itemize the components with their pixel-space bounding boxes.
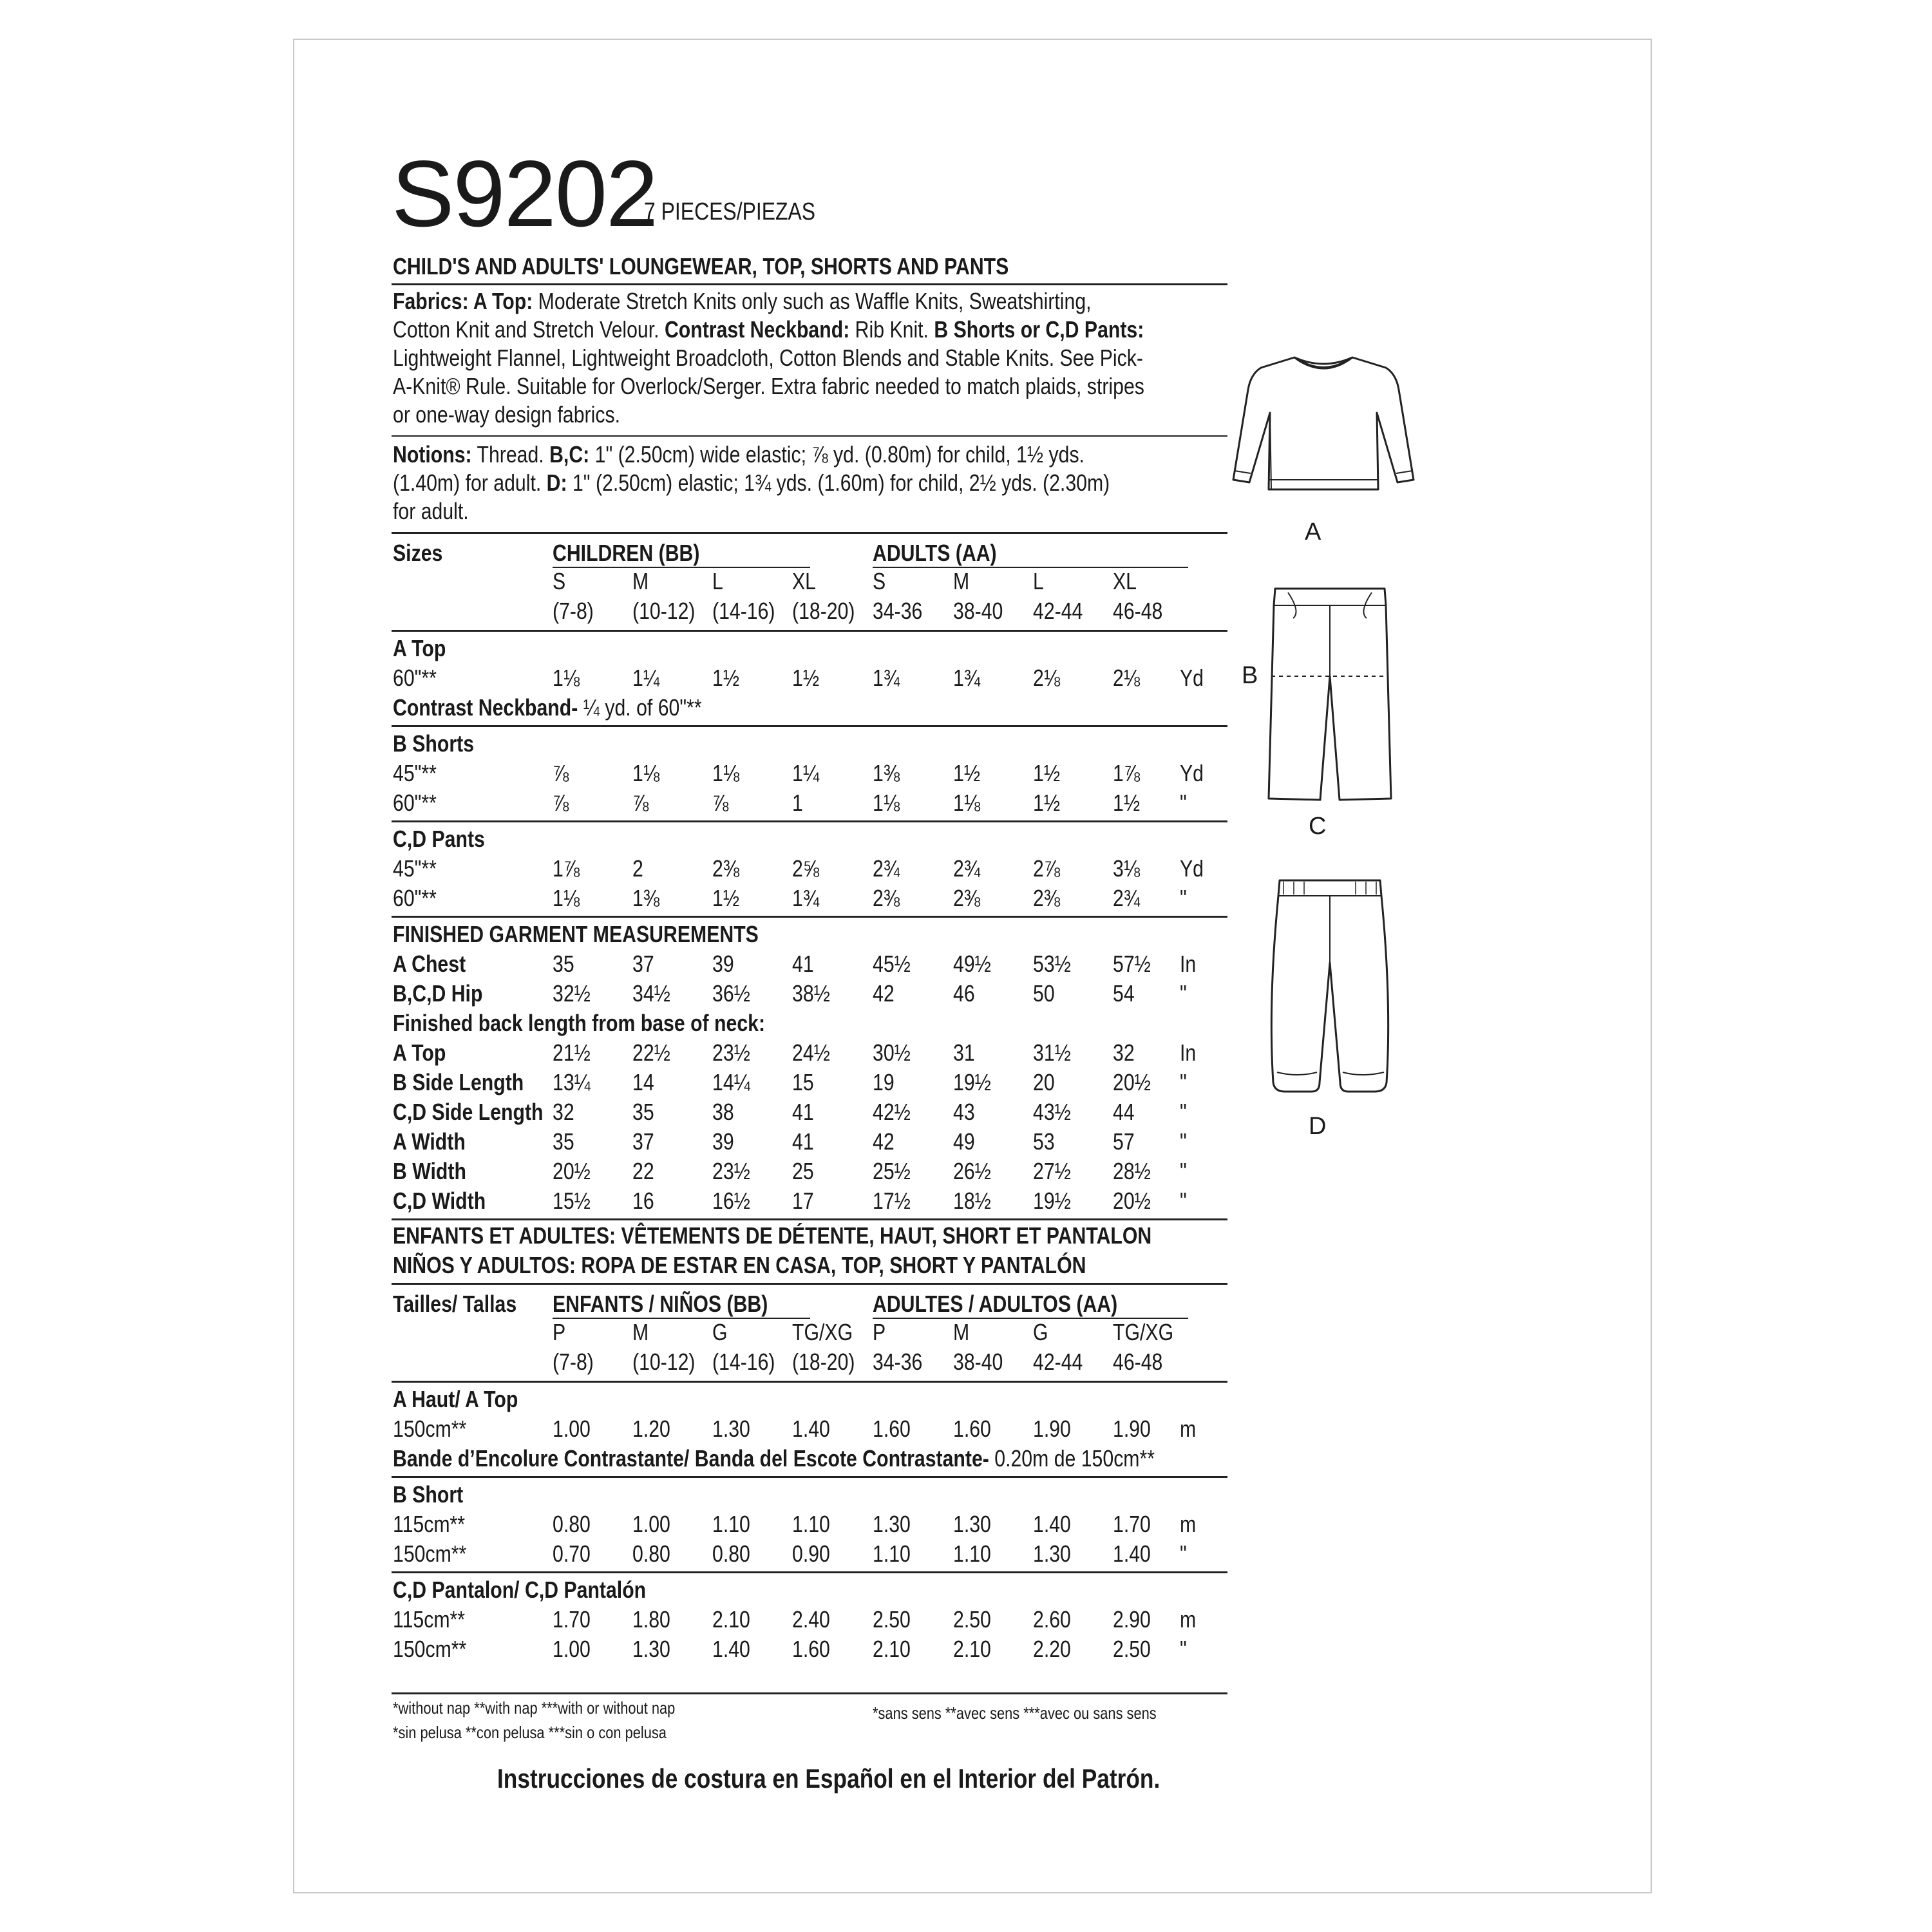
size-range: 34-36: [873, 1349, 923, 1375]
table-rule: [392, 630, 1227, 632]
text-line: [393, 344, 1287, 372]
measurement-row-value: 39: [712, 951, 734, 977]
metric-row-value: 1.40: [712, 1636, 750, 1662]
yardage-row-value: 1¾: [873, 665, 900, 691]
measurement-row-label: B Width: [393, 1158, 466, 1184]
size-code: S: [553, 568, 566, 594]
measurement-row-value: 22½: [632, 1039, 670, 1066]
size-range: (14-16): [712, 1349, 775, 1375]
yardage-row-value: ⅞: [553, 760, 569, 786]
table-rule: [392, 725, 1227, 727]
measurement-row-value: 20½: [1113, 1069, 1151, 1095]
size-range: 46-48: [1113, 1349, 1163, 1375]
measurement-row-value: 34½: [632, 980, 670, 1007]
metric-row-value: 2.50: [873, 1606, 911, 1633]
size-code: M: [953, 568, 970, 594]
metric-row-value: 1.30: [953, 1511, 991, 1537]
measurement-row-unit: In: [1180, 1039, 1197, 1066]
measurement-row-label: B,C,D Hip: [393, 980, 483, 1007]
measurement-row-value: 35: [632, 1099, 654, 1125]
adults-group-label: ADULTS (AA): [873, 540, 997, 566]
section-title: A Top: [393, 635, 446, 661]
yardage-row-value: 1⅛: [712, 760, 740, 786]
measurement-row-unit: ": [1180, 1158, 1187, 1184]
measurement-row-value: 46: [953, 980, 975, 1007]
size-code: M: [953, 1319, 970, 1345]
size-range: (14-16): [712, 598, 775, 624]
metric-row-value: 0.70: [553, 1540, 591, 1567]
measurement-row-value: 24½: [792, 1039, 830, 1066]
footnote-english: *without nap **with nap ***with or without nap: [393, 1698, 676, 1718]
yardage-row-value: 1⅜: [873, 760, 900, 786]
yardage-row-unit: Yd: [1180, 665, 1204, 691]
measurement-row-value: 50: [1033, 980, 1055, 1007]
measurement-row-value: 14¼: [712, 1069, 750, 1095]
measurement-row-label: C,D Width: [393, 1188, 486, 1214]
size-range: (7-8): [553, 1349, 594, 1375]
metric-row-unit: ": [1180, 1540, 1187, 1567]
size-code: XL: [1113, 568, 1137, 594]
measurement-row-value: 43: [953, 1099, 975, 1125]
table-rule: [392, 1476, 1227, 1478]
text-line: [393, 316, 1287, 344]
yardage-row-value: ⅞: [632, 790, 649, 816]
text-segment: Moderate Stretch Knits only such as Waffle Knits, Sweatshirting,: [533, 288, 1092, 314]
text-line: [393, 401, 1287, 429]
neckband-note: Contrast Neckband- ¼ yd. of 60"**: [393, 694, 702, 721]
metric-row-value: 1.60: [873, 1416, 911, 1442]
measurement-row-value: 23½: [712, 1158, 750, 1184]
spanish-instructions-note: Instrucciones de costura en Español en el Interior del Patrón.: [497, 1763, 1160, 1794]
size-code: L: [712, 568, 723, 594]
text-segment: Lightweight Flannel, Lightweight Broadcloth, Cotton Blends and Stable Knits. See Pick-: [393, 345, 1143, 371]
size-range: 34-36: [873, 598, 923, 624]
size-range: (18-20): [792, 1349, 855, 1375]
size-code: TG/XG: [792, 1319, 853, 1345]
measurement-row-value: 30½: [873, 1039, 911, 1066]
yardage-row-value: 1⅜: [632, 885, 660, 911]
metric-row-unit: m: [1180, 1511, 1197, 1537]
metric-row-value: 1.60: [953, 1416, 991, 1442]
measurement-row-value: 39: [712, 1128, 734, 1155]
measurement-row-value: 38½: [792, 980, 830, 1007]
group-underline: [553, 1318, 810, 1319]
finished-measurements-title: FINISHED GARMENT MEASUREMENTS: [393, 921, 759, 947]
measurement-row-value: 41: [792, 1128, 814, 1155]
measurement-row-unit: In: [1180, 951, 1197, 977]
measurement-row-value: 49½: [953, 951, 991, 977]
measurement-row-value: 20½: [1113, 1188, 1151, 1214]
text-line: [393, 497, 1246, 526]
section-title: C,D Pants: [393, 826, 485, 852]
yardage-row-label: 60"**: [393, 790, 437, 816]
text-segment: 1" (2.50cm) elastic; 1¾ yds. (1.60m) for child, 2½ yds. (2.30m): [567, 469, 1110, 496]
yardage-row-value: ⅞: [712, 790, 729, 816]
measurement-row-value: 15: [792, 1069, 814, 1095]
measurement-row-value: 25: [792, 1158, 814, 1184]
text-segment: Rib Knit.: [849, 316, 934, 343]
metric-row-value: 2.50: [953, 1606, 991, 1633]
size-code: M: [632, 568, 649, 594]
text-line: [393, 287, 1287, 316]
measurement-row-value: 14: [632, 1069, 654, 1095]
yardage-row-unit: ": [1180, 885, 1187, 911]
size-range: (7-8): [553, 598, 594, 624]
sizes-label: Sizes: [393, 540, 443, 566]
yardage-row-value: ⅞: [553, 790, 569, 816]
size-code: M: [632, 1319, 649, 1345]
yardage-row-value: 1¾: [792, 885, 820, 911]
text-segment: A-Knit® Rule. Suitable for Overlock/Serger. Extra fabric needed to match plaids, stripes: [393, 373, 1144, 399]
measurement-row-value: 57: [1113, 1128, 1135, 1155]
text-segment: Notions:: [393, 441, 472, 468]
metric-row-label: 115cm**: [393, 1511, 466, 1537]
metric-row-value: 1.30: [632, 1636, 670, 1662]
children-group-label: ENFANTS / NIÑOS (BB): [553, 1291, 768, 1317]
yardage-row-value: 2⅞: [1033, 855, 1061, 882]
measurement-row-value: 57½: [1113, 951, 1151, 977]
yardage-row-value: 1⅞: [1113, 760, 1141, 786]
yardage-row-unit: Yd: [1180, 760, 1204, 786]
metric-row-value: 1.80: [632, 1606, 670, 1633]
label-d: D: [1309, 1113, 1327, 1140]
yardage-row-value: 1⅛: [553, 665, 580, 691]
metric-row-value: 2.10: [873, 1636, 911, 1662]
measurement-row-value: 26½: [953, 1158, 991, 1184]
metric-row-value: 1.70: [1113, 1511, 1151, 1537]
metric-row-value: 1.90: [1033, 1416, 1071, 1442]
measurement-row-value: 42: [873, 980, 895, 1007]
text-segment: Fabrics: A Top:: [393, 288, 533, 314]
measurement-row-label: A Chest: [393, 951, 466, 977]
metric-row-value: 2.10: [953, 1636, 991, 1662]
back-length-label: Finished back length from base of neck:: [393, 1010, 766, 1036]
table-rule: [392, 1571, 1227, 1573]
measurement-row-value: 54: [1113, 980, 1135, 1007]
measurement-row-value: 32: [1113, 1039, 1135, 1066]
yardage-row-unit: Yd: [1180, 855, 1204, 882]
measurement-row-value: 37: [632, 951, 654, 977]
table-rule: [392, 1218, 1227, 1220]
size-range: (10-12): [632, 1349, 696, 1375]
size-range: (18-20): [792, 598, 855, 624]
metric-row-value: 0.80: [632, 1540, 670, 1567]
metric-row-label: 150cm**: [393, 1416, 467, 1442]
measurement-row-value: 19½: [1033, 1188, 1071, 1214]
measurement-row-value: 31½: [1033, 1039, 1071, 1066]
yardage-row-value: 2⅛: [1033, 665, 1061, 691]
size-range: 42-44: [1033, 598, 1083, 624]
size-code: L: [1033, 568, 1044, 594]
yardage-row-value: 2⅜: [873, 885, 900, 911]
top-a-illustration: [1217, 351, 1430, 502]
section-title: B Short: [393, 1481, 464, 1508]
metric-row-value: 0.90: [792, 1540, 830, 1567]
measurement-row-value: 20½: [553, 1158, 591, 1184]
metric-row-value: 1.70: [553, 1606, 591, 1633]
metric-row-value: 1.60: [792, 1636, 830, 1662]
measurement-row-value: 43½: [1033, 1099, 1071, 1125]
yardage-row-value: 2⅛: [1113, 665, 1141, 691]
measurement-row-unit: ": [1180, 1128, 1187, 1155]
metric-row-value: 1.10: [792, 1511, 830, 1537]
yardage-row-label: 60"**: [393, 665, 437, 691]
footnote-spanish: *sin pelusa **con pelusa ***sin o con pelusa: [393, 1723, 667, 1742]
size-code: P: [553, 1319, 566, 1345]
fabrics-rule: [392, 435, 1227, 437]
metric-row-value: 1.40: [1033, 1511, 1071, 1537]
metric-row-value: 1.10: [873, 1540, 911, 1567]
text-segment: Contrast Neckband:: [664, 316, 850, 343]
size-code: S: [873, 568, 886, 594]
table-rule: [392, 916, 1227, 918]
text-line: [393, 372, 1287, 401]
measurement-row-value: 41: [792, 1099, 814, 1125]
text-segment: (1.40m) for adult.: [393, 469, 547, 496]
measurement-row-value: 41: [792, 951, 814, 977]
metric-row-value: 2.10: [712, 1606, 750, 1633]
measurement-row-value: 25½: [873, 1158, 911, 1184]
metric-row-value: 1.00: [632, 1511, 670, 1537]
text-segment: for adult.: [393, 498, 469, 524]
measurement-row-unit: ": [1180, 980, 1187, 1007]
measurement-row-value: 27½: [1033, 1158, 1071, 1184]
label-b: B: [1242, 662, 1258, 689]
table-rule: [392, 1381, 1227, 1383]
yardage-row-value: 1½: [712, 665, 740, 691]
metric-row-value: 1.00: [553, 1416, 591, 1442]
measurement-row-value: 15½: [553, 1188, 591, 1214]
measurement-row-value: 35: [553, 1128, 574, 1155]
measurement-row-value: 49: [953, 1128, 975, 1155]
notions-rule: [392, 532, 1227, 534]
section-title: A Haut/ A Top: [393, 1386, 518, 1412]
measurement-row-value: 22: [632, 1158, 654, 1184]
text-segment: 1" (2.50cm) wide elastic; ⅞ yd. (0.80m) for child, 1½ yds.: [589, 441, 1084, 468]
measurement-row-value: 32: [553, 1099, 574, 1125]
measurement-row-unit: ": [1180, 1188, 1187, 1214]
metric-row-value: 1.10: [712, 1511, 750, 1537]
yardage-row-value: 1½: [953, 760, 981, 786]
measurement-row-unit: ": [1180, 1099, 1187, 1125]
measurement-row-value: 53½: [1033, 951, 1071, 977]
pattern-title: CHILD'S AND ADULTS' LOUNGEWEAR, TOP, SHORTS AND PANTS: [393, 253, 1009, 279]
measurement-row-value: 31: [953, 1039, 975, 1066]
size-range: 42-44: [1033, 1349, 1083, 1375]
metric-row-unit: ": [1180, 1636, 1187, 1662]
measurement-row-value: 32½: [553, 980, 591, 1007]
measurement-row-value: 44: [1113, 1099, 1135, 1125]
label-c: C: [1309, 813, 1327, 840]
text-segment: B Shorts or C,D Pants:: [934, 316, 1144, 343]
metric-row-value: 2.60: [1033, 1606, 1071, 1633]
metric-row-label: 150cm**: [393, 1540, 467, 1567]
yardage-row-value: 1½: [792, 665, 820, 691]
measurement-row-value: 17: [792, 1188, 814, 1214]
yardage-row-value: 1⅛: [953, 790, 981, 816]
yardage-row-value: 2: [632, 855, 643, 882]
yardage-row-value: 1½: [1113, 790, 1141, 816]
metric-row-value: 0.80: [712, 1540, 750, 1567]
measurement-row-value: 16: [632, 1188, 654, 1214]
sizes-label: Tailles/ Tallas: [393, 1291, 517, 1317]
text-segment: Thread.: [471, 441, 550, 468]
measurement-row-value: 35: [553, 951, 574, 977]
yardage-row-value: 1½: [712, 885, 740, 911]
yardage-row-value: 1½: [1033, 760, 1061, 786]
measurement-row-unit: ": [1180, 1069, 1187, 1095]
metric-row-value: 2.50: [1113, 1636, 1151, 1662]
group-underline: [553, 567, 810, 568]
measurement-row-value: 42: [873, 1128, 895, 1155]
yardage-row-value: 2⅜: [1033, 885, 1061, 911]
footnote-rule: [392, 1692, 1227, 1694]
measurement-row-value: 20: [1033, 1069, 1055, 1095]
metric-row-value: 1.00: [553, 1636, 591, 1662]
text-line: [393, 440, 1246, 469]
section-title: C,D Pantalon/ C,D Pantalón: [393, 1577, 647, 1603]
french-title: ENFANTS ET ADULTES: VÊTEMENTS DE DÉTENTE, HAUT, SHORT ET PANTALON: [393, 1222, 1152, 1249]
neckband-note: Bande d’Encolure Contrastante/ Banda del Escote Contrastante- 0.20m de 150cm**: [393, 1445, 1155, 1472]
yardage-row-value: 2⅜: [712, 855, 740, 882]
pattern-number: S9202: [392, 141, 658, 246]
notions-text: [393, 440, 1246, 526]
size-code: G: [1033, 1319, 1048, 1345]
metric-row-value: 2.20: [1033, 1636, 1071, 1662]
measurement-row-value: 42½: [873, 1099, 911, 1125]
size-code: XL: [792, 568, 816, 594]
yardage-row-value: 3⅛: [1113, 855, 1141, 882]
yardage-row-value: 1½: [1033, 790, 1061, 816]
text-segment: Cotton Knit and Stretch Velour.: [393, 316, 665, 343]
metric-row-unit: m: [1180, 1606, 1197, 1633]
metric-row-value: 1.30: [873, 1511, 911, 1537]
yardage-row-value: 1¼: [632, 665, 660, 691]
size-code: G: [712, 1319, 728, 1345]
measurement-row-value: 18½: [953, 1188, 991, 1214]
metric-row-unit: m: [1180, 1416, 1197, 1442]
measurement-row-value: 53: [1033, 1128, 1055, 1155]
measurement-row-value: 13¼: [553, 1069, 591, 1095]
size-range: 38-40: [953, 598, 1003, 624]
measurement-row-value: 16½: [712, 1188, 750, 1214]
size-range: 46-48: [1113, 598, 1163, 624]
text-segment: or one-way design fabrics.: [393, 401, 620, 428]
label-a: A: [1305, 518, 1321, 545]
metric-row-label: 150cm**: [393, 1636, 467, 1662]
measurement-row-label: C,D Side Length: [393, 1099, 544, 1125]
adults-group-label: ADULTES / ADULTOS (AA): [873, 1291, 1118, 1317]
yardage-row-value: 1⅛: [632, 760, 660, 786]
metric-row-label: 115cm**: [393, 1606, 466, 1633]
yardage-row-label: 60"**: [393, 885, 437, 911]
footnote-french: *sans sens **avec sens ***avec ou sans sens: [873, 1703, 1157, 1723]
title-rule: [392, 283, 1227, 285]
yardage-row-value: 1¾: [953, 665, 981, 691]
spanish-title: NIÑOS Y ADULTOS: ROPA DE ESTAR EN CASA, TOP, SHORT Y PANTALÓN: [393, 1252, 1086, 1278]
pants-d-illustration: [1265, 873, 1394, 1104]
yardage-row-value: 1: [792, 790, 803, 816]
yardage-row-unit: ": [1180, 790, 1187, 816]
yardage-row-value: 2⅜: [953, 885, 981, 911]
measurement-row-label: A Width: [393, 1128, 466, 1155]
children-group-label: CHILDREN (BB): [553, 540, 700, 566]
metric-row-value: 0.80: [553, 1511, 591, 1537]
yardage-row-value: 1⅞: [553, 855, 580, 882]
metric-row-value: 1.90: [1113, 1416, 1151, 1442]
translation-rule: [392, 1283, 1227, 1285]
size-range: (10-12): [632, 598, 696, 624]
measurement-row-label: B Side Length: [393, 1069, 524, 1095]
metric-row-value: 2.90: [1113, 1606, 1151, 1633]
size-code: TG/XG: [1113, 1319, 1174, 1345]
measurement-row-value: 19½: [953, 1069, 991, 1095]
fabrics-text: [393, 287, 1287, 429]
measurement-row-value: 21½: [553, 1039, 591, 1066]
yardage-row-value: 1¼: [792, 760, 820, 786]
pieces-count: 7 PIECES/PIEZAS: [644, 198, 816, 225]
yardage-row-value: 2¾: [1113, 885, 1141, 911]
section-title: B Shorts: [393, 730, 475, 757]
measurement-row-value: 37: [632, 1128, 654, 1155]
measurement-row-value: 38: [712, 1099, 734, 1125]
size-range: 38-40: [953, 1349, 1003, 1375]
yardage-row-value: 2¾: [873, 855, 900, 882]
metric-row-value: 1.20: [632, 1416, 670, 1442]
text-segment: D:: [546, 469, 567, 496]
metric-row-value: 1.30: [1033, 1540, 1071, 1567]
measurement-row-value: 17½: [873, 1188, 911, 1214]
pants-b-c-illustration: [1262, 580, 1397, 805]
metric-row-value: 1.10: [953, 1540, 991, 1567]
size-code: P: [873, 1319, 886, 1345]
yardage-row-value: 2⅝: [792, 855, 820, 882]
measurement-row-label: A Top: [393, 1039, 446, 1066]
measurement-row-value: 19: [873, 1069, 895, 1095]
measurement-row-value: 23½: [712, 1039, 750, 1066]
text-line: [393, 469, 1246, 497]
table-rule: [392, 820, 1227, 822]
yardage-row-label: 45"**: [393, 760, 437, 786]
text-segment: B,C:: [549, 441, 590, 468]
yardage-row-value: 1⅛: [873, 790, 900, 816]
yardage-row-label: 45"**: [393, 855, 437, 882]
metric-row-value: 2.40: [792, 1606, 830, 1633]
metric-row-value: 1.40: [792, 1416, 830, 1442]
metric-row-value: 1.40: [1113, 1540, 1151, 1567]
measurement-row-value: 28½: [1113, 1158, 1151, 1184]
yardage-row-value: 2¾: [953, 855, 981, 882]
metric-row-value: 1.30: [712, 1416, 750, 1442]
measurement-row-value: 45½: [873, 951, 911, 977]
yardage-row-value: 1⅛: [553, 885, 580, 911]
measurement-row-value: 36½: [712, 980, 750, 1007]
